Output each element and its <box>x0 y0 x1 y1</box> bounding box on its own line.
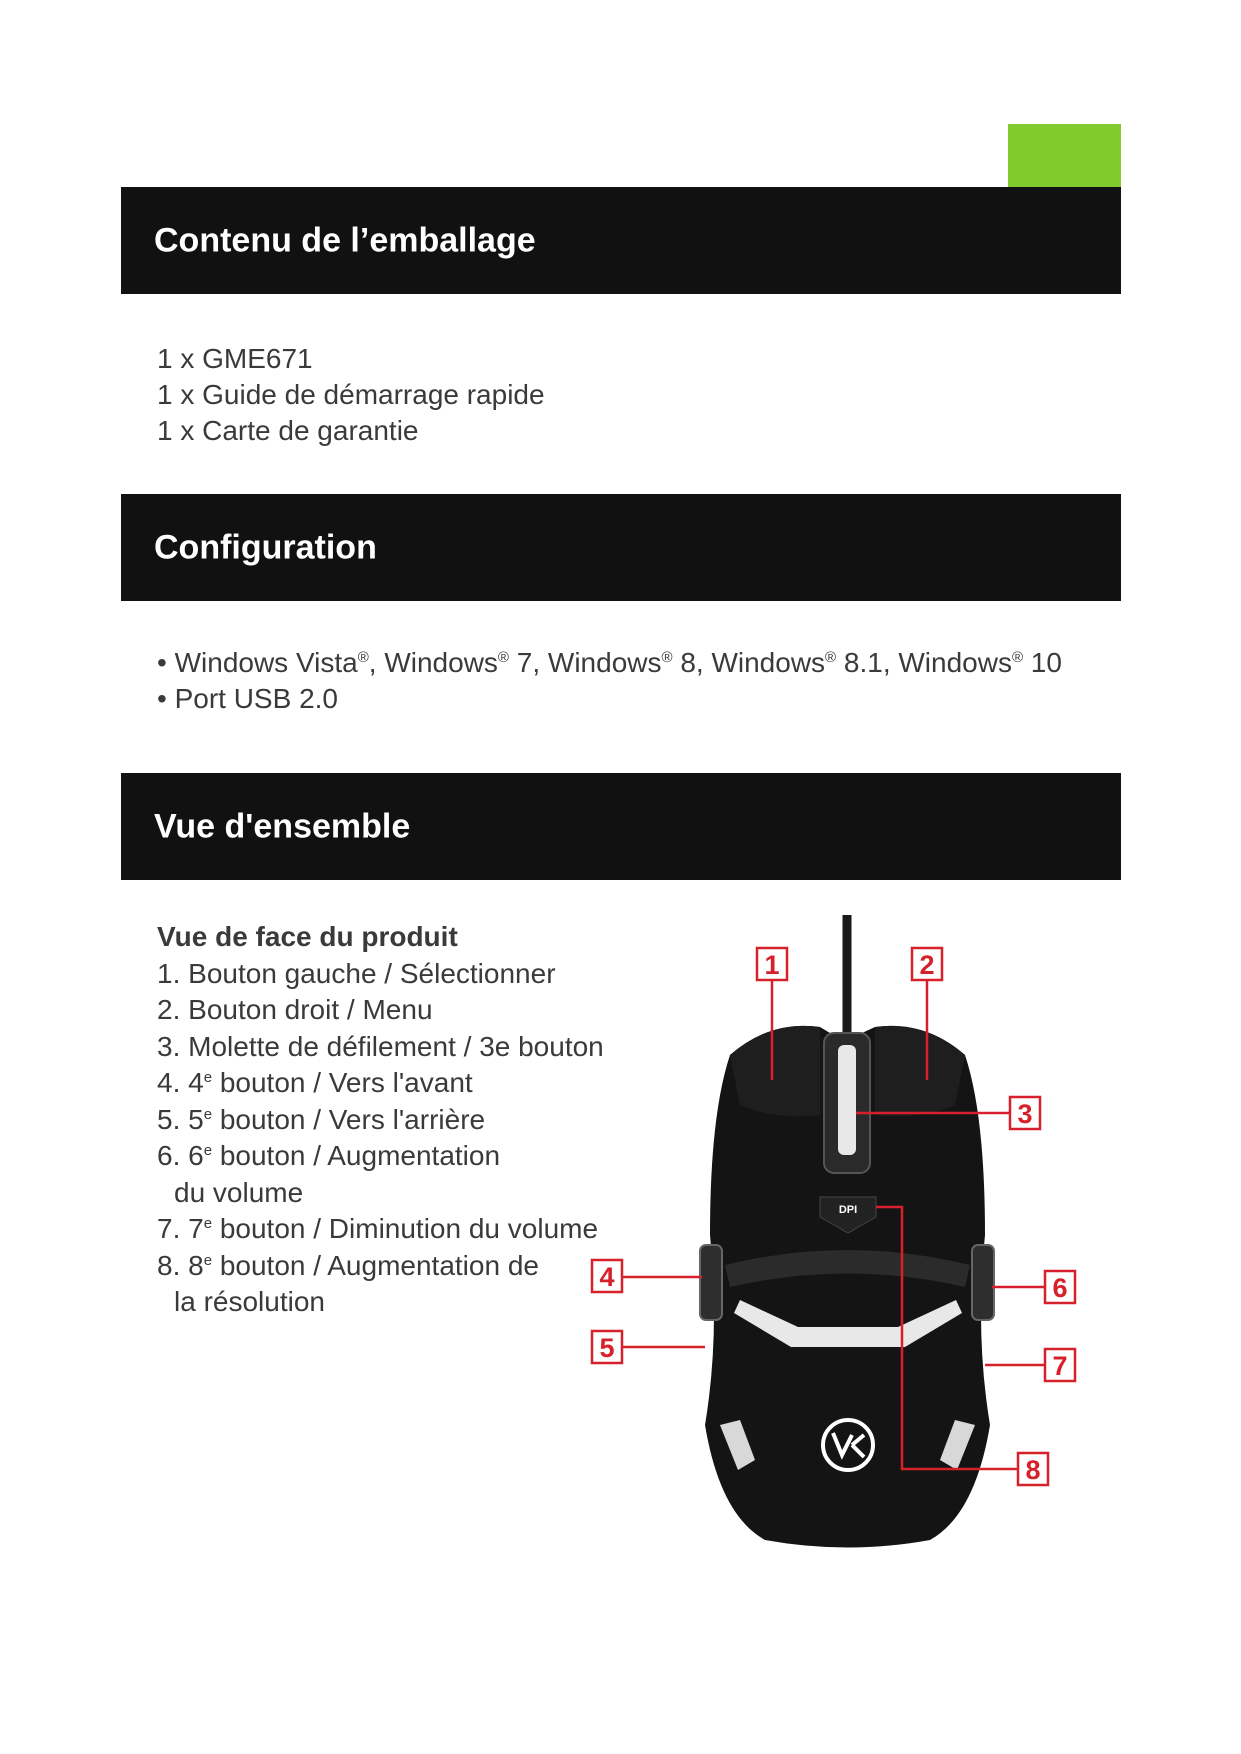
item-text: bouton / Augmentation de <box>212 1249 539 1281</box>
overview-item <box>157 1065 604 1102</box>
overview-item-continuation: du volume <box>174 1176 304 1208</box>
item-text: bouton / Augmentation <box>212 1140 501 1171</box>
scroll-wheel <box>838 1045 856 1155</box>
item-number: 7. 7 <box>157 1213 204 1244</box>
side-button-volume <box>972 1245 994 1320</box>
item-text: Molette de défilement / 3e bouton <box>188 1030 604 1062</box>
overview-item <box>157 1029 604 1066</box>
mouse-diagram <box>580 915 1100 1555</box>
overview-item <box>157 1248 604 1285</box>
os-10: 10 <box>1023 647 1062 678</box>
registered-mark: ® <box>497 649 509 666</box>
side-button-forward <box>700 1245 722 1320</box>
item-number: 2. <box>157 994 181 1025</box>
item-number: 1. <box>157 957 181 989</box>
callout-6: 6 <box>1052 1273 1068 1303</box>
list-item-windows <box>157 645 1062 681</box>
os-vista: Windows Vista <box>174 647 358 678</box>
callout-2: 2 <box>919 950 935 980</box>
bullet: • <box>157 647 175 678</box>
ordinal-suffix: e <box>203 1251 213 1269</box>
overview-subtitle: Vue de face du produit <box>157 921 458 952</box>
os-8: 8, Windows <box>672 647 826 678</box>
left-button-shape <box>730 1026 820 1116</box>
item-text: Bouton droit / Menu <box>188 994 433 1025</box>
callout-7: 7 <box>1052 1351 1068 1381</box>
callout-1: 1 <box>764 950 780 980</box>
item-number: 8. 8 <box>157 1249 204 1281</box>
contents-list <box>157 341 545 449</box>
os-7: 7, Windows <box>508 647 662 678</box>
section-header-overview <box>121 773 1121 880</box>
list-item: 1 x GME671 <box>157 343 313 374</box>
ordinal-suffix: e <box>203 1069 213 1086</box>
callout-4: 4 <box>599 1262 615 1292</box>
overview-item <box>157 956 604 993</box>
list-item-port: • Port USB 2.0 <box>157 683 338 714</box>
ordinal-suffix: e <box>203 1105 213 1123</box>
dpi-label: DPI <box>838 1204 858 1216</box>
item-number: 6. 6 <box>157 1140 204 1171</box>
ordinal-suffix: e <box>203 1142 213 1159</box>
overview-item <box>157 992 604 1029</box>
registered-mark: ® <box>825 649 837 666</box>
callout-3: 3 <box>1017 1099 1033 1129</box>
overview-list <box>157 919 604 1321</box>
item-number: 3. <box>157 1030 181 1062</box>
callout-8: 8 <box>1025 1455 1041 1485</box>
registered-mark: ® <box>661 649 673 666</box>
item-text: bouton / Vers l'arrière <box>212 1103 486 1135</box>
registered-mark: ® <box>357 649 369 666</box>
list-item: 1 x Guide de démarrage rapide <box>157 379 545 410</box>
right-button-shape <box>875 1026 965 1116</box>
item-number: 4. 4 <box>157 1067 204 1098</box>
registered-mark: ® <box>1011 649 1024 666</box>
list-item: 1 x Carte de garantie <box>157 415 419 446</box>
ordinal-suffix: e <box>203 1215 213 1232</box>
item-text: bouton / Vers l'avant <box>212 1067 473 1098</box>
overview-item-continuation: la résolution <box>174 1286 325 1317</box>
callout-5: 5 <box>599 1333 615 1363</box>
os-81: 8.1, Windows <box>836 647 1012 678</box>
section-title: Configuration <box>154 528 377 566</box>
overview-item <box>157 1211 604 1248</box>
item-number: 5. 5 <box>157 1103 204 1135</box>
section-title: Vue d'ensemble <box>154 807 411 845</box>
item-text: Bouton gauche / Sélectionner <box>188 957 556 989</box>
section-title: Contenu de l’emballage <box>154 221 536 259</box>
overview-item <box>157 1138 604 1175</box>
overview-item <box>157 1102 604 1139</box>
configuration-list <box>157 645 1062 717</box>
os-sep: , Windows <box>368 647 498 678</box>
section-header-contents <box>121 187 1121 294</box>
section-header-configuration <box>121 494 1121 601</box>
item-text: bouton / Diminution du volume <box>212 1213 599 1244</box>
